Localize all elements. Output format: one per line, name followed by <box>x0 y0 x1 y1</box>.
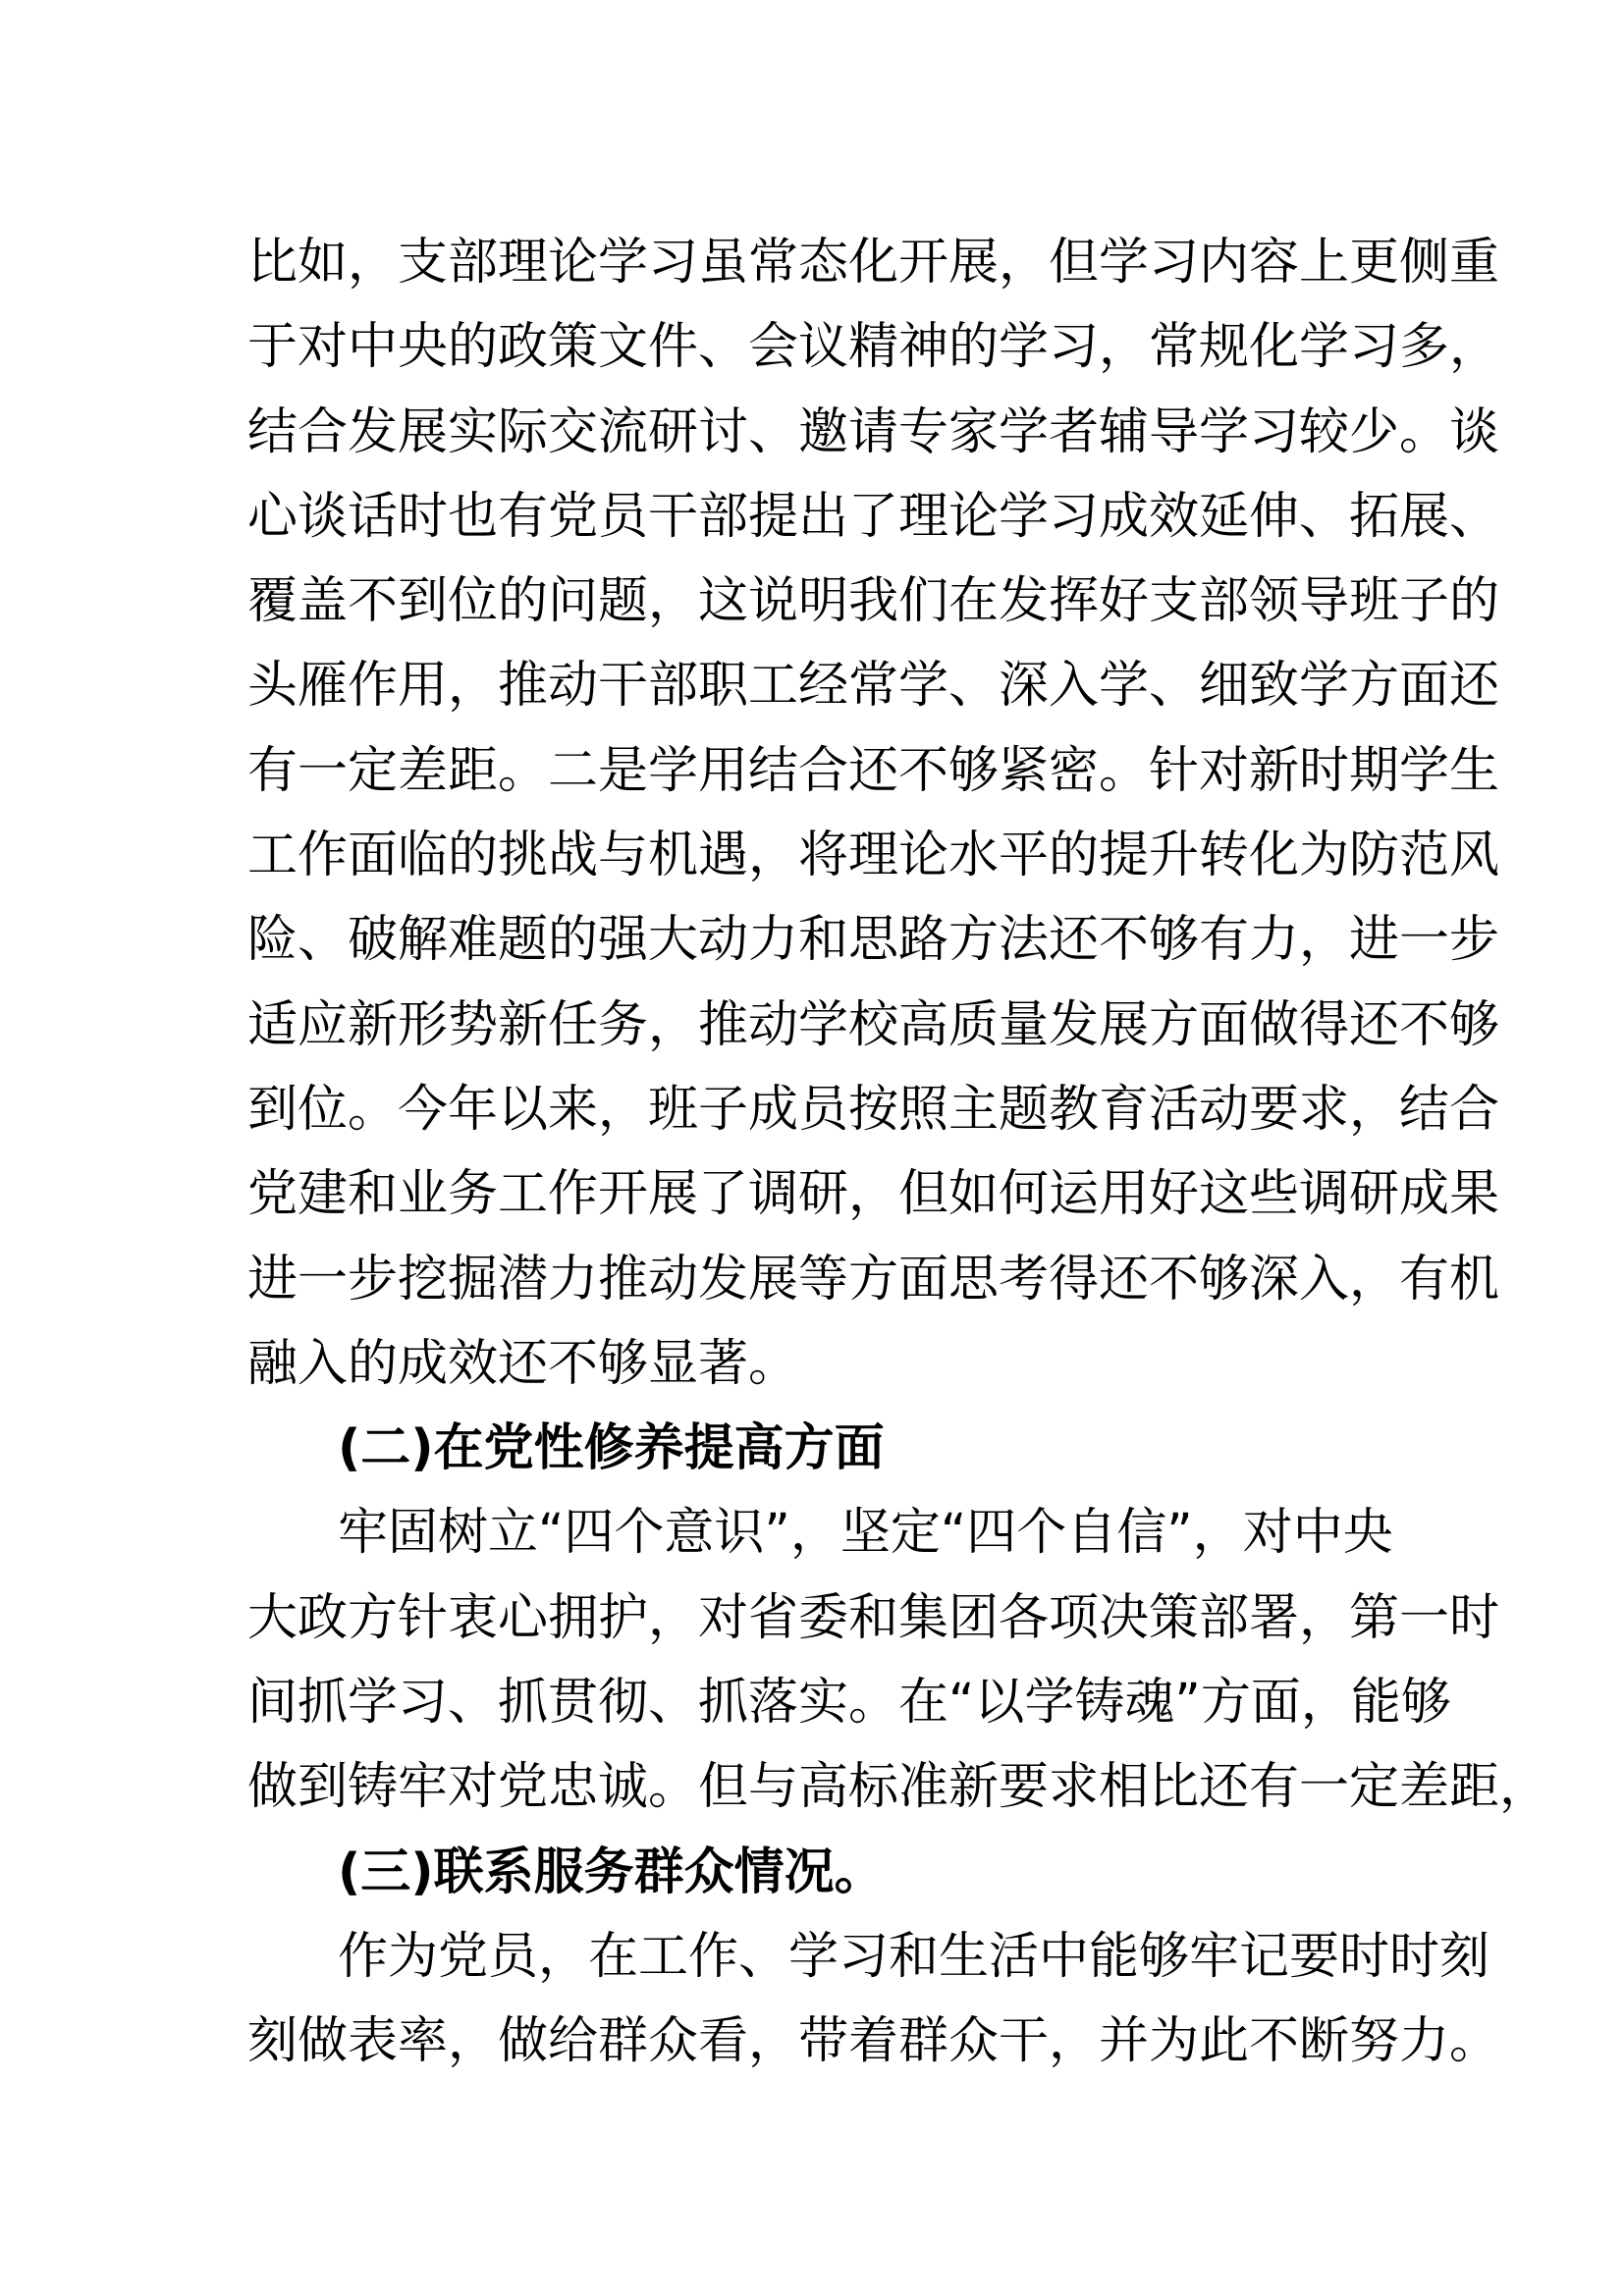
text-line: 进一步挖掘潜力推动发展等方面思考得还不够深入，有机 <box>247 1250 1500 1308</box>
text-line: 到位。今年以来，班子成员按照主题教育活动要求，结合 <box>247 1080 1500 1139</box>
paragraph-serving-masses <box>247 1915 1500 2085</box>
text-line: 刻做表率，做给群众看，带着群众干，并为此不断努力。 <box>247 2012 1500 2071</box>
text-line: 结合发展实际交流研讨、邀请专家学者辅导学习较少。谈 <box>247 402 1500 461</box>
text-line: 覆盖不到位的问题，这说明我们在发挥好支部领导班子的 <box>247 572 1500 631</box>
text-line: 适应新形势新任务，推动学校高质量发展方面做得还不够 <box>247 995 1500 1054</box>
text-line: 间抓学习、抓贯彻、抓落实。在“以学铸魂”方面，能够 <box>247 1674 1451 1733</box>
text-line: 有一定差距。二是学用结合还不够紧密。针对新时期学生 <box>247 741 1500 800</box>
text-line: 融入的成效还不够显著。 <box>247 1334 799 1393</box>
text-line: 大政方针衷心拥护，对省委和集团各项决策部署，第一时 <box>247 1588 1500 1647</box>
text-line: 党建和业务工作开展了调研，但如何运用好这些调研成果 <box>247 1165 1500 1224</box>
text-line: 比如，支部理论学习虽常态化开展，但学习内容上更侧重 <box>247 234 1500 292</box>
text-line: 于对中央的政策文件、会议精神的学习，常规化学习多， <box>247 318 1500 377</box>
text-line: 做到铸牢对党忠诚。但与高标准新要求相比还有一定差距， <box>247 1758 1550 1817</box>
text-line: 作为党员，在工作、学习和生活中能够牢记要时时刻 <box>338 1927 1490 1986</box>
document-page <box>247 221 1550 2085</box>
text-line: 险、破解难题的强大动力和思路方法还不够有力，进一步 <box>247 911 1500 970</box>
paragraph-theory-study <box>247 221 1500 1407</box>
paragraph-party-spirit <box>247 1491 1550 1830</box>
section-heading-party-spirit: (二)在党性修养提高方面 <box>338 1419 885 1478</box>
text-line: 工作面临的挑战与机遇，将理论水平的提升转化为防范风 <box>247 827 1500 885</box>
text-line: 头雁作用，推动干部职工经常学、深入学、细致学方面还 <box>247 657 1500 716</box>
text-line: 牢固树立“四个意识”，坚定“四个自信”，对中央 <box>338 1504 1393 1563</box>
section-heading-serving-masses: (三)联系服务群众情况。 <box>338 1842 885 1901</box>
text-line: 心谈话时也有党员干部提出了理论学习成效延伸、拓展、 <box>247 487 1500 546</box>
